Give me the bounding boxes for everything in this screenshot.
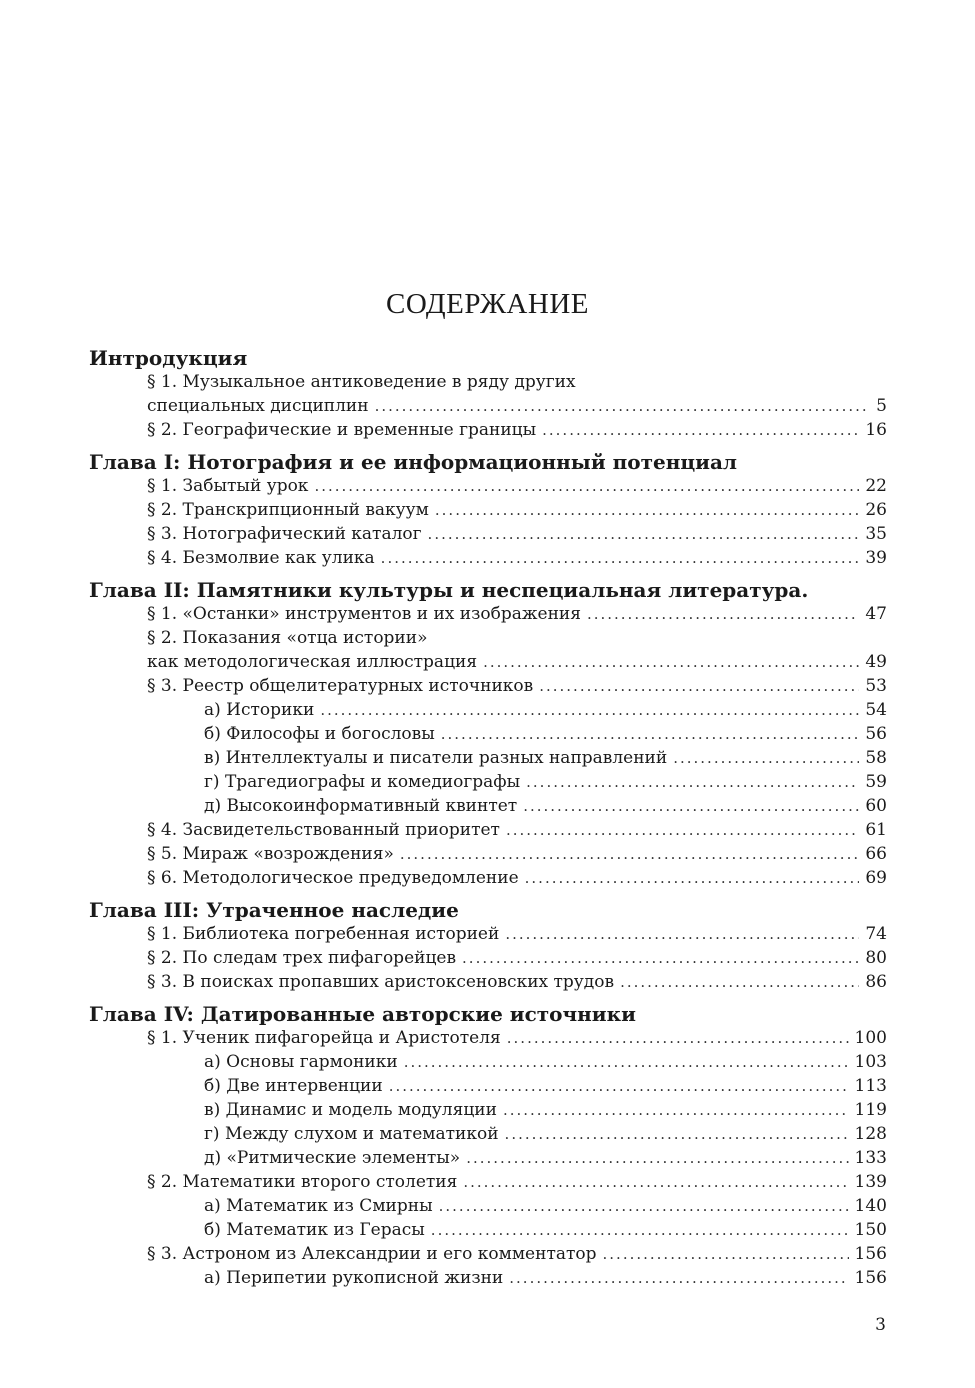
toc-entry xyxy=(89,818,887,842)
dot-leader xyxy=(620,970,859,994)
entry-label: § 2. Транскрипционный вакуум xyxy=(147,500,429,520)
toc-subentry xyxy=(89,1074,887,1098)
toc-subentry xyxy=(89,794,887,818)
entry-label: г) Трагедиографы и комедиографы xyxy=(204,772,521,792)
entry-page-number: 58 xyxy=(865,748,887,768)
entry-label: г) Между слухом и математикой xyxy=(204,1124,499,1144)
dot-leader xyxy=(462,946,859,970)
entry-page-number: 5 xyxy=(876,396,887,416)
dot-leader xyxy=(375,394,871,418)
toc-subentry xyxy=(89,1266,887,1290)
entry-page-number: 86 xyxy=(865,972,887,992)
chapter-heading: Интродукция xyxy=(89,346,248,370)
entry-page-number: 49 xyxy=(865,652,887,672)
toc-entry xyxy=(89,922,887,946)
toc-subentry xyxy=(89,722,887,746)
entry-page-number: 156 xyxy=(854,1268,887,1288)
toc-subentry xyxy=(89,1098,887,1122)
entry-label: д) «Ритмические элементы» xyxy=(204,1148,461,1168)
entry-label: б) Математик из Герасы xyxy=(204,1220,425,1240)
toc-entry xyxy=(89,946,887,970)
entry-page-number: 119 xyxy=(854,1100,887,1120)
entry-page-number: 60 xyxy=(865,796,887,816)
entry-label: а) Перипетии рукописной жизни xyxy=(204,1268,504,1288)
entry-page-number: 113 xyxy=(854,1076,887,1096)
entry-page-number: 47 xyxy=(865,604,887,624)
entry-label: § 1. Забытый урок xyxy=(147,476,309,496)
dot-leader xyxy=(435,498,859,522)
entry-label: § 6. Методологическое предуведомление xyxy=(147,868,519,888)
entry-label: д) Высокоинформативный квинтет xyxy=(204,796,518,816)
toc-entry xyxy=(89,1026,887,1050)
dot-leader xyxy=(507,1026,849,1050)
entry-page-number: 103 xyxy=(854,1052,887,1072)
dot-leader xyxy=(400,842,859,866)
toc-subentry xyxy=(89,770,887,794)
entry-label: § 1. «Останки» инструментов и их изображения xyxy=(147,604,581,624)
entry-page-number: 22 xyxy=(865,476,887,496)
entry-label: в) Интеллектуалы и писатели разных направлений xyxy=(204,748,668,768)
dot-leader xyxy=(506,818,859,842)
toc-entry xyxy=(89,674,887,698)
entry-label: б) Философы и богословы xyxy=(204,724,435,744)
page-number: 3 xyxy=(875,1315,886,1335)
entry-page-number: 35 xyxy=(865,524,887,544)
dot-leader xyxy=(428,522,860,546)
dot-leader xyxy=(381,546,860,570)
entry-page-number: 56 xyxy=(865,724,887,744)
entry-label: § 2. Показания «отца истории» xyxy=(147,628,428,648)
toc-entry xyxy=(89,866,887,890)
entry-page-number: 80 xyxy=(865,948,887,968)
table-of-contents xyxy=(89,346,887,1290)
dot-leader xyxy=(314,474,859,498)
entry-label: § 3. В поисках пропавших аристоксеновских трудов xyxy=(147,972,615,992)
toc-entry xyxy=(89,1170,887,1194)
dot-leader xyxy=(505,922,859,946)
chapter-heading: Глава II: Памятники культуры и неспециальная литература. xyxy=(89,578,809,602)
toc-entry xyxy=(89,650,887,674)
toc-subentry xyxy=(89,698,887,722)
dot-leader xyxy=(441,722,860,746)
entry-label: как методологическая иллюстрация xyxy=(147,652,478,672)
entry-label: § 2. Географические и временные границы xyxy=(147,420,537,440)
entry-label: § 3. Астроном из Александрии и его комментатор xyxy=(147,1244,597,1264)
chapter-heading: Глава IV: Датированные авторские источники xyxy=(89,1002,636,1026)
dot-leader xyxy=(439,1194,849,1218)
entry-label: § 3. Нотографический каталог xyxy=(147,524,422,544)
chapter-heading: Глава III: Утраченное наследие xyxy=(89,898,459,922)
toc-subentry xyxy=(89,1050,887,1074)
dot-leader xyxy=(673,746,859,770)
entry-label: § 1. Библиотека погребенная историей xyxy=(147,924,500,944)
toc-entry xyxy=(89,1242,887,1266)
entry-label: § 4. Засвидетельствованный приоритет xyxy=(147,820,500,840)
entry-page-number: 59 xyxy=(865,772,887,792)
dot-leader xyxy=(603,1242,849,1266)
dot-leader xyxy=(466,1146,848,1170)
dot-leader xyxy=(539,674,859,698)
toc-entry xyxy=(89,626,887,650)
entry-page-number: 100 xyxy=(854,1028,887,1048)
entry-label: а) Математик из Смирны xyxy=(204,1196,433,1216)
toc-entry xyxy=(89,474,887,498)
entry-label: § 4. Безмолвие как улика xyxy=(147,548,375,568)
entry-page-number: 66 xyxy=(865,844,887,864)
dot-leader xyxy=(525,866,860,890)
toc-subentry xyxy=(89,1146,887,1170)
entry-label: § 2. По следам трех пифагорейцев xyxy=(147,948,457,968)
entry-label: а) Основы гармоники xyxy=(204,1052,398,1072)
chapter-heading: Глава I: Нотография и ее информационный потенциал xyxy=(89,450,738,474)
dot-leader xyxy=(483,650,859,674)
toc-subentry xyxy=(89,1194,887,1218)
dot-leader xyxy=(509,1266,848,1290)
dot-leader xyxy=(587,602,859,626)
entry-page-number: 53 xyxy=(865,676,887,696)
toc-subentry xyxy=(89,1218,887,1242)
toc-entry xyxy=(89,418,887,442)
toc-entry xyxy=(89,970,887,994)
entry-page-number: 74 xyxy=(865,924,887,944)
toc-entry xyxy=(89,602,887,626)
toc-subentry xyxy=(89,1122,887,1146)
entry-label: а) Историки xyxy=(204,700,315,720)
entry-label: § 1. Музыкальное антиковедение в ряду других xyxy=(147,372,576,392)
entry-page-number: 140 xyxy=(854,1196,887,1216)
entry-page-number: 133 xyxy=(854,1148,887,1168)
dot-leader xyxy=(503,1098,849,1122)
entry-label: б) Две интервенции xyxy=(204,1076,383,1096)
entry-label: § 3. Реестр общелитературных источников xyxy=(147,676,534,696)
entry-page-number: 61 xyxy=(865,820,887,840)
entry-page-number: 54 xyxy=(865,700,887,720)
entry-page-number: 128 xyxy=(854,1124,887,1144)
dot-leader xyxy=(523,794,859,818)
toc-entry xyxy=(89,498,887,522)
entry-page-number: 156 xyxy=(854,1244,887,1264)
dot-leader xyxy=(463,1170,848,1194)
dot-leader xyxy=(320,698,859,722)
entry-label: специальных дисциплин xyxy=(147,396,369,416)
page-title: СОДЕРЖАНИЕ xyxy=(386,288,589,320)
entry-page-number: 39 xyxy=(865,548,887,568)
entry-label: в) Динамис и модель модуляции xyxy=(204,1100,497,1120)
dot-leader xyxy=(526,770,859,794)
toc-subentry xyxy=(89,746,887,770)
entry-page-number: 16 xyxy=(865,420,887,440)
entry-page-number: 26 xyxy=(865,500,887,520)
entry-page-number: 139 xyxy=(854,1172,887,1192)
entry-page-number: 150 xyxy=(854,1220,887,1240)
dot-leader xyxy=(431,1218,849,1242)
entry-label: § 1. Ученик пифагорейца и Аристотеля xyxy=(147,1028,501,1048)
entry-page-number: 69 xyxy=(865,868,887,888)
toc-entry xyxy=(89,546,887,570)
toc-entry xyxy=(89,842,887,866)
entry-label: § 2. Математики второго столетия xyxy=(147,1172,458,1192)
dot-leader xyxy=(404,1050,849,1074)
toc-entry xyxy=(89,370,887,394)
toc-entry xyxy=(89,522,887,546)
dot-leader xyxy=(542,418,859,442)
dot-leader xyxy=(505,1122,849,1146)
toc-entry xyxy=(89,394,887,418)
dot-leader xyxy=(389,1074,849,1098)
entry-label: § 5. Мираж «возрождения» xyxy=(147,844,394,864)
